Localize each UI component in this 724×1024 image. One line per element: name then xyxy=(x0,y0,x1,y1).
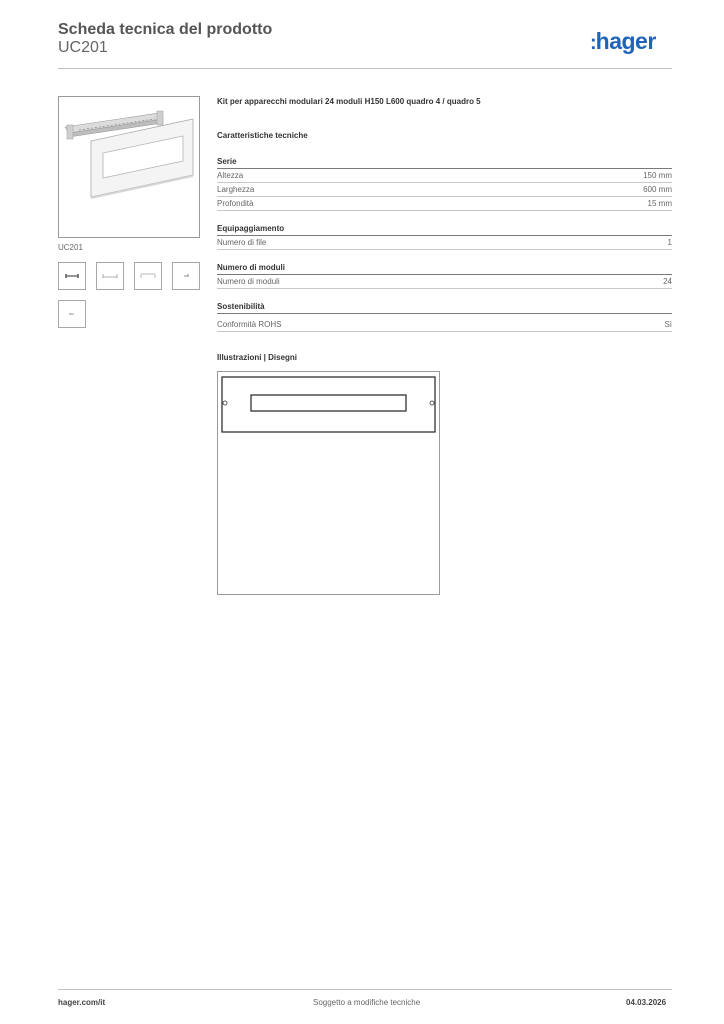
row-value: 1 xyxy=(667,238,672,247)
rail-thumbnail-icon xyxy=(59,263,85,289)
profile-thumbnail-icon xyxy=(173,263,199,289)
product-description: Kit per apparecchi modulari 24 moduli H150 L600 quadro 4 / quadro 5 xyxy=(217,97,481,106)
row-label: Numero di file xyxy=(217,238,267,247)
table-row xyxy=(217,197,672,211)
table-row xyxy=(217,236,672,250)
row-label: Profondità xyxy=(217,199,254,208)
thumbnail-4[interactable] xyxy=(172,262,200,290)
product-code: UC201 xyxy=(58,39,108,56)
section-divider xyxy=(217,313,672,314)
row-value: 15 mm xyxy=(647,199,672,208)
product-photo-icon xyxy=(59,97,199,237)
row-label: Larghezza xyxy=(217,185,255,194)
bracket-top-thumbnail-icon xyxy=(135,263,161,289)
logo-prefix: : xyxy=(590,32,596,54)
thumbnail-2[interactable] xyxy=(96,262,124,290)
row-value: 600 mm xyxy=(643,185,672,194)
footer-notice: Soggetto a modifiche tecniche xyxy=(313,998,421,1007)
row-value: 150 mm xyxy=(643,171,672,180)
section-title-numero-moduli: Numero di moduli xyxy=(217,263,285,272)
footer-divider xyxy=(58,989,672,990)
panel-drawing-icon xyxy=(218,372,439,594)
product-main-image[interactable] xyxy=(58,96,200,238)
header-divider xyxy=(58,68,672,69)
section-title-sostenibilita: Sostenibilità xyxy=(217,302,265,311)
footer-date: 04.03.2026 xyxy=(626,998,667,1007)
page-title: Scheda tecnica del prodotto xyxy=(58,21,273,38)
technical-characteristics-heading: Caratteristiche tecniche xyxy=(217,131,308,140)
illustrations-heading: Illustrazioni | Disegni xyxy=(217,353,298,362)
thumbnail-1[interactable] xyxy=(58,262,86,290)
side-thumbnail-icon xyxy=(59,301,85,327)
thumbnail-5[interactable] xyxy=(58,300,86,328)
row-value: 24 xyxy=(663,277,672,286)
section-title-equipaggiamento: Equipaggiamento xyxy=(217,224,285,233)
logo-text: hager xyxy=(595,28,656,54)
image-caption: UC201 xyxy=(58,243,83,252)
table-row xyxy=(217,169,672,183)
table-row xyxy=(217,183,672,197)
section-title-serie: Serie xyxy=(217,157,237,166)
row-label: Numero di moduli xyxy=(217,277,280,286)
hager-logo[interactable] xyxy=(590,28,656,55)
thumbnail-3[interactable] xyxy=(134,262,162,290)
row-value: Sì xyxy=(664,320,672,329)
row-label: Conformità ROHS xyxy=(217,320,282,329)
table-row xyxy=(217,318,672,332)
row-label: Altezza xyxy=(217,171,244,180)
bracket-front-thumbnail-icon xyxy=(97,263,123,289)
footer-website-link[interactable]: hager.com/it xyxy=(58,998,106,1007)
table-row xyxy=(217,275,672,289)
technical-drawing[interactable] xyxy=(217,371,440,595)
